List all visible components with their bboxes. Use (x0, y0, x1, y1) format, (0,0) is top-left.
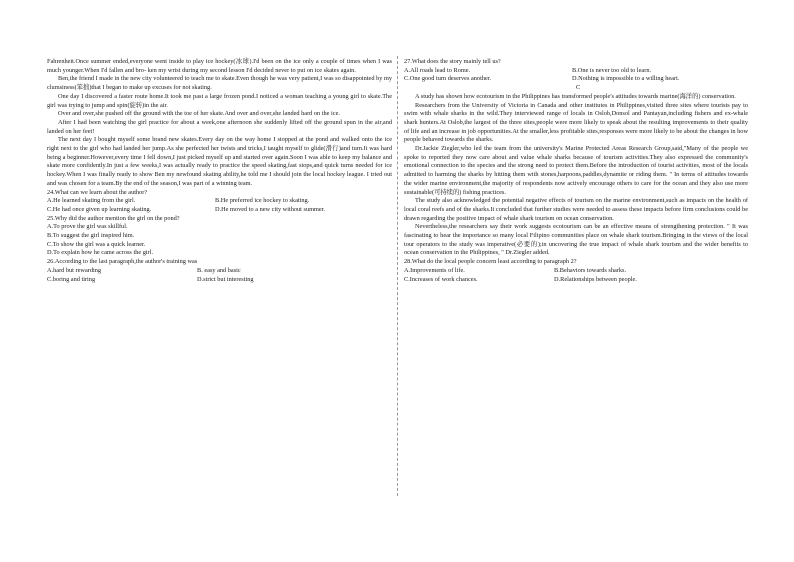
right-column (404, 58, 748, 284)
question-stem: 27.What does the story mainly tell us? (404, 58, 501, 65)
question-options (404, 267, 748, 284)
option-b[interactable]: B. easy and basic (197, 266, 241, 274)
option-a[interactable]: A.Improvements of life. (404, 266, 465, 274)
option-d[interactable]: D.Nothing is impossible to a willing heart. (572, 75, 680, 83)
option-d[interactable]: D.To explain how he came across the girl. (47, 249, 154, 257)
question-options (47, 267, 392, 284)
question-27 (404, 58, 748, 93)
option-c[interactable]: C.To show the girl was a quick learner. (47, 240, 146, 248)
option-c[interactable]: C.One good turn deserves another. (404, 75, 492, 83)
question-stem: 26.According to the last paragraph,the author's training was (47, 258, 198, 266)
question-25 (47, 215, 392, 259)
option-d[interactable]: D.strict but interesting (197, 275, 254, 283)
option-c[interactable]: C.He had once given up learning skating. (47, 205, 152, 213)
question-stem: 25.Why did the author mention the girl on the pond? (47, 214, 180, 222)
question-26 (47, 258, 392, 284)
passage-paragraph: Nevertheless,the researchers say their work suggests ecotourism can be an effective means of strengthening protection. " It was fascinating to hear the importance so many local Filipino communities place on whale shark tourism.Bringing in the views of the local tour operators to the study was imperative(必要的);in uncovering the true impact of whale shark tourism and the wider benefits to ocean conservation in the Philippines, " Dr.Ziegler added. (404, 223, 748, 257)
option-b[interactable]: B.One is never too old to learn. (572, 66, 652, 74)
question-options (47, 223, 392, 258)
passage-paragraph: Over and over,she pushed off the ground with the toe of her skate.And over and over,she landed hard on the ice. (58, 110, 340, 118)
passage-paragraph: Ben,the friend I made in the new city volunteered to teach me to skate.Even though he was very patient,I was so disappointed by my clumsiness(笨拙)that I began to make up excuses for not skating. (47, 75, 392, 92)
passage-paragraph: Researchers from the University of Victoria in Canada and other institutes in Philippines,visited three sites where tourists pay to swim with whale sharks in the wild.They interviewed range of locals in Oslob,Donsol and Pantayan,including fishers and ex-whale shark hunters.At Oslob,the largest of the three sites,people were more likely to speak about the resulting improvements to their quality of life and an increase in job opportunities.At the smaller,less profitable sites,responses were more likely to be about the changes in how people behaved towards the sharks. (404, 101, 748, 144)
passage-paragraph: A study has shown how ecotourism in the Philippines has transformed people's attitudes towards marine(海洋的) conservation. (415, 92, 736, 100)
passage-paragraph: One day I discovered a faster route home.It took me past a large frozen pond.I noticed a woman teaching a young girl to skate.The girl was trying to jump and spin(旋转)in the air. (47, 92, 392, 109)
option-b[interactable]: B.Behaviors towards sharks. (554, 266, 627, 274)
option-c[interactable]: C.Increases of work chances. (404, 275, 478, 283)
option-a[interactable]: A.All roads lead to Rome. (404, 66, 471, 74)
option-b[interactable]: B.To suggest the girl inspired him. (47, 232, 135, 240)
option-a[interactable]: A.To prove the girl was skillful. (47, 223, 128, 231)
question-options (47, 197, 392, 214)
option-c[interactable]: C.boring and tiring (47, 275, 96, 283)
passage-paragraph: The study also acknowledged the potential negative effects of tourism on the marine environment,such as impacts on the health of local coral reefs and of the sharks.It concluded that further studies were needed to assess these impacts before firm conclusions could be drawn regarding the positive impact of whale shark tourism on ocean conservation. (404, 197, 748, 222)
passage-paragraph: After I had been watching the girl practice for about a week,one afternoon she suddenly lifted off the ground spun in the air,and landed on her feet! (47, 118, 392, 135)
question-stem: 28.What do the local people concern least according to paragraph 2? (404, 258, 577, 266)
option-a[interactable]: A.hard but rewarding (47, 266, 102, 274)
passage-paragraph: Fahrenheit.Once summer ended,everyone went inside to play ice hockey(冰球).I'd been on the ice only a couple of times when I was much younger.When I'd fallen and bro- ken my wrist during my second lesson I'd decided never to put on ice skates again. (47, 58, 392, 74)
passage-paragraph: Dr.Jackie Ziegler,who led the team from the university's Marine Protected Areas Research Group,said,"Many of the people we spoke to reported they now care about and value whale sharks because of tourism activities.They also expressed the community's emotional connection to the species and the strong need to protect them.Before the introduction of tourist activities, most of the locals admitted to harming the sharks by hitting them with stones,harpoons,paddles,dynamite or riding them. " In terms of attitudes towards the wider marine environment,the majority of respondents now actively encourage others to care for the ocean and they also use more sustainable(可持续的) fishing practices. (404, 145, 748, 196)
left-column (47, 58, 392, 284)
option-a[interactable]: A.He learned skating from the girl. (47, 197, 136, 205)
option-b[interactable]: B.He preferred ice hockey to skating. (215, 197, 310, 205)
question-24 (47, 189, 392, 215)
question-stem: 24.What can we learn about the author? (47, 188, 148, 196)
passage-paragraph: The next day I bought myself some brand new skates.Every day on the way home I stopped at the pond and walked onto the ice right next to the girl who had landed her jump.As she perfected her twists and tricks,I taught myself to glide(滑行)and turn.It was hard being a beginner.However,every time I fell down,I just picked myself up and started over again.Soon I was able to keep my balance and skate more confidently.In just a few weeks,I was actually ready to practice the speed skating,fast stops,and quick turns needed for ice hockey.When I was finally ready to show Ben my newfound skating ability,he told me I should join the local hockey league. I tried out and was chosen for a team.By the end of the season,I was part of a winning team. (47, 136, 392, 187)
question-options (404, 67, 748, 84)
option-d[interactable]: D.He moved to a new city without summer. (215, 205, 326, 213)
column-divider (397, 56, 398, 496)
answer-mark: C (576, 84, 581, 92)
option-d[interactable]: D.Relationships between people. (554, 275, 637, 283)
question-28 (404, 258, 748, 284)
